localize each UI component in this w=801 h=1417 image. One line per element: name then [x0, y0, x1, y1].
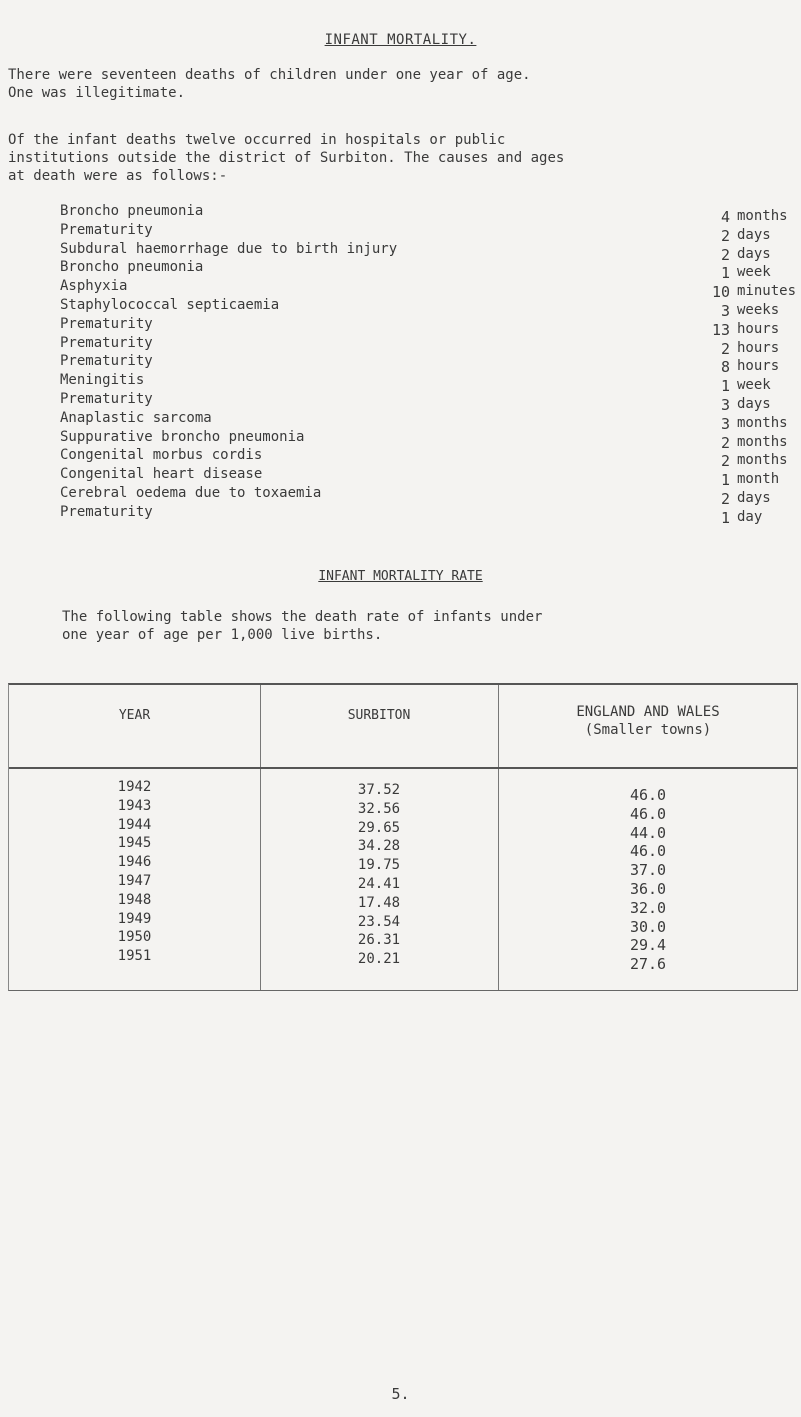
- surbiton-cell: 34.28: [357, 838, 401, 855]
- surbiton-cell: 26.31: [357, 932, 401, 949]
- age-number: 1: [720, 264, 730, 283]
- table-row: [9, 910, 799, 936]
- cause-row: [60, 334, 780, 358]
- year-cell: 1945: [117, 835, 152, 852]
- england-cell: 32.0: [629, 898, 667, 917]
- surbiton-cell: 23.54: [357, 913, 401, 930]
- surbiton-cell: 17.48: [357, 894, 401, 911]
- year-cell: 1950: [117, 929, 152, 946]
- header-year: YEAR: [118, 708, 151, 723]
- year-cell: 1949: [117, 910, 152, 927]
- year-cell: 1944: [117, 816, 152, 833]
- cause-name: Staphylococcal septicaemia: [60, 296, 280, 313]
- age-number: 4: [720, 208, 730, 226]
- table-row: [9, 816, 799, 842]
- age-number: 1: [720, 377, 730, 396]
- age-unit: days: [737, 245, 771, 262]
- cause-row: [60, 353, 780, 377]
- england-cell: 46.0: [629, 842, 667, 861]
- table-row: [9, 891, 799, 917]
- cause-row: [60, 390, 780, 414]
- table-row: [9, 779, 799, 804]
- cause-name: Anaplastic sarcoma: [60, 409, 212, 426]
- table-row: [9, 948, 799, 974]
- cause-row: [60, 503, 780, 527]
- age-unit: weeks: [737, 301, 780, 318]
- age-number: 3: [720, 414, 730, 433]
- year-cell: 1942: [117, 779, 152, 795]
- header-divider: [9, 767, 797, 769]
- cause-name: Congenital heart disease: [60, 466, 263, 483]
- cause-row: [60, 372, 780, 396]
- surbiton-cell: 24.41: [357, 875, 401, 892]
- cause-name: Prematurity: [60, 334, 153, 351]
- table-body: [9, 779, 799, 974]
- age-unit: months: [737, 208, 788, 224]
- cause-name: Prematurity: [60, 353, 153, 370]
- cause-name: Asphyxia: [60, 278, 128, 295]
- england-cell: 27.6: [629, 955, 667, 974]
- age-number: 2: [720, 452, 730, 471]
- age-unit: hours: [737, 339, 780, 356]
- table-intro-paragraph: The following table shows the death rate of infants under one year of age per 1,000 live births.: [62, 609, 543, 643]
- cause-row: [60, 240, 780, 264]
- surbiton-cell: 19.75: [357, 857, 401, 874]
- year-cell: 1946: [117, 854, 152, 871]
- age-unit: week: [737, 377, 771, 394]
- cause-row: [60, 203, 788, 226]
- causes-intro-paragraph: Of the infant deaths twelve occurred in hospitals or public institutions outside the district of Surbiton. The causes and ages at death were as follows:-: [8, 132, 565, 184]
- age-unit: hours: [737, 358, 780, 375]
- age-number: 2: [720, 226, 730, 245]
- cause-row: [60, 447, 788, 471]
- cause-row: [60, 259, 780, 283]
- age-number: 3: [720, 395, 730, 414]
- cause-name: Broncho pneumonia: [60, 259, 204, 276]
- age-unit: day: [737, 508, 763, 525]
- cause-row: [60, 409, 788, 433]
- table-row: [9, 835, 799, 861]
- table-row: [9, 872, 799, 898]
- age-unit: days: [737, 395, 771, 412]
- cause-name: Prematurity: [60, 390, 153, 407]
- cause-row: [60, 484, 780, 508]
- cause-row: [60, 296, 780, 320]
- cause-name: Congenital morbus cordis: [60, 447, 263, 464]
- year-cell: 1947: [117, 872, 152, 889]
- england-cell: 36.0: [629, 879, 667, 898]
- table-row: [9, 797, 799, 823]
- england-cell: 46.0: [629, 786, 667, 804]
- surbiton-cell: 32.56: [357, 800, 401, 817]
- cause-name: Cerebral oedema due to toxaemia: [60, 484, 322, 501]
- age-unit: months: [737, 433, 788, 450]
- year-cell: 1948: [117, 891, 152, 908]
- section-title: INFANT MORTALITY RATE: [318, 569, 483, 584]
- year-cell: 1951: [117, 948, 152, 965]
- mortality-rate-table: [8, 683, 798, 991]
- age-number: 3: [720, 301, 730, 320]
- age-unit: days: [737, 226, 771, 243]
- surbiton-cell: 20.21: [357, 951, 401, 968]
- causes-list: [60, 203, 797, 527]
- age-number: 8: [720, 358, 730, 377]
- cause-row: [60, 315, 780, 339]
- age-unit: months: [737, 452, 788, 469]
- england-cell: 37.0: [629, 861, 667, 880]
- header-surbiton: SURBITON: [347, 708, 411, 723]
- age-number: 2: [720, 433, 730, 452]
- cause-name: Suppurative broncho pneumonia: [60, 428, 305, 445]
- england-cell: 46.0: [629, 804, 667, 823]
- cause-name: Broncho pneumonia: [60, 203, 204, 219]
- cause-row: [60, 278, 797, 302]
- age-number: 13: [711, 320, 730, 339]
- age-number: 2: [720, 339, 730, 358]
- year-cell: 1943: [117, 797, 152, 814]
- cause-name: Prematurity: [60, 315, 153, 332]
- age-unit: minutes: [737, 283, 797, 300]
- age-number: 1: [720, 508, 730, 527]
- cause-name: Prematurity: [60, 221, 153, 238]
- england-cell: 44.0: [629, 823, 667, 842]
- cause-name: Prematurity: [60, 503, 153, 520]
- age-unit: month: [737, 471, 780, 488]
- age-number: 10: [711, 283, 730, 302]
- cause-name: Meningitis: [60, 372, 145, 389]
- header-england-wales: ENGLAND AND WALES (Smaller towns): [576, 704, 720, 738]
- age-number: 2: [720, 489, 730, 508]
- age-unit: months: [737, 414, 788, 431]
- intro-paragraph: There were seventeen deaths of children under one year of age. One was illegitimate.: [8, 67, 531, 101]
- cause-row: [60, 221, 780, 245]
- england-cell: 30.0: [629, 917, 667, 936]
- age-number: 2: [720, 245, 730, 264]
- surbiton-cell: 37.52: [357, 782, 401, 798]
- england-cell: 29.4: [629, 936, 667, 955]
- page-number: 5.: [391, 1385, 410, 1403]
- table-row: [9, 929, 799, 955]
- table-row: [9, 854, 799, 880]
- surbiton-cell: 29.65: [357, 819, 401, 836]
- age-unit: days: [737, 489, 771, 506]
- age-number: 1: [720, 471, 730, 490]
- cause-row: [60, 466, 780, 490]
- page-title: INFANT MORTALITY.: [324, 32, 477, 48]
- age-unit: hours: [737, 320, 780, 337]
- age-unit: week: [737, 264, 771, 281]
- cause-row: [60, 428, 788, 452]
- cause-name: Subdural haemorrhage due to birth injury: [60, 240, 398, 257]
